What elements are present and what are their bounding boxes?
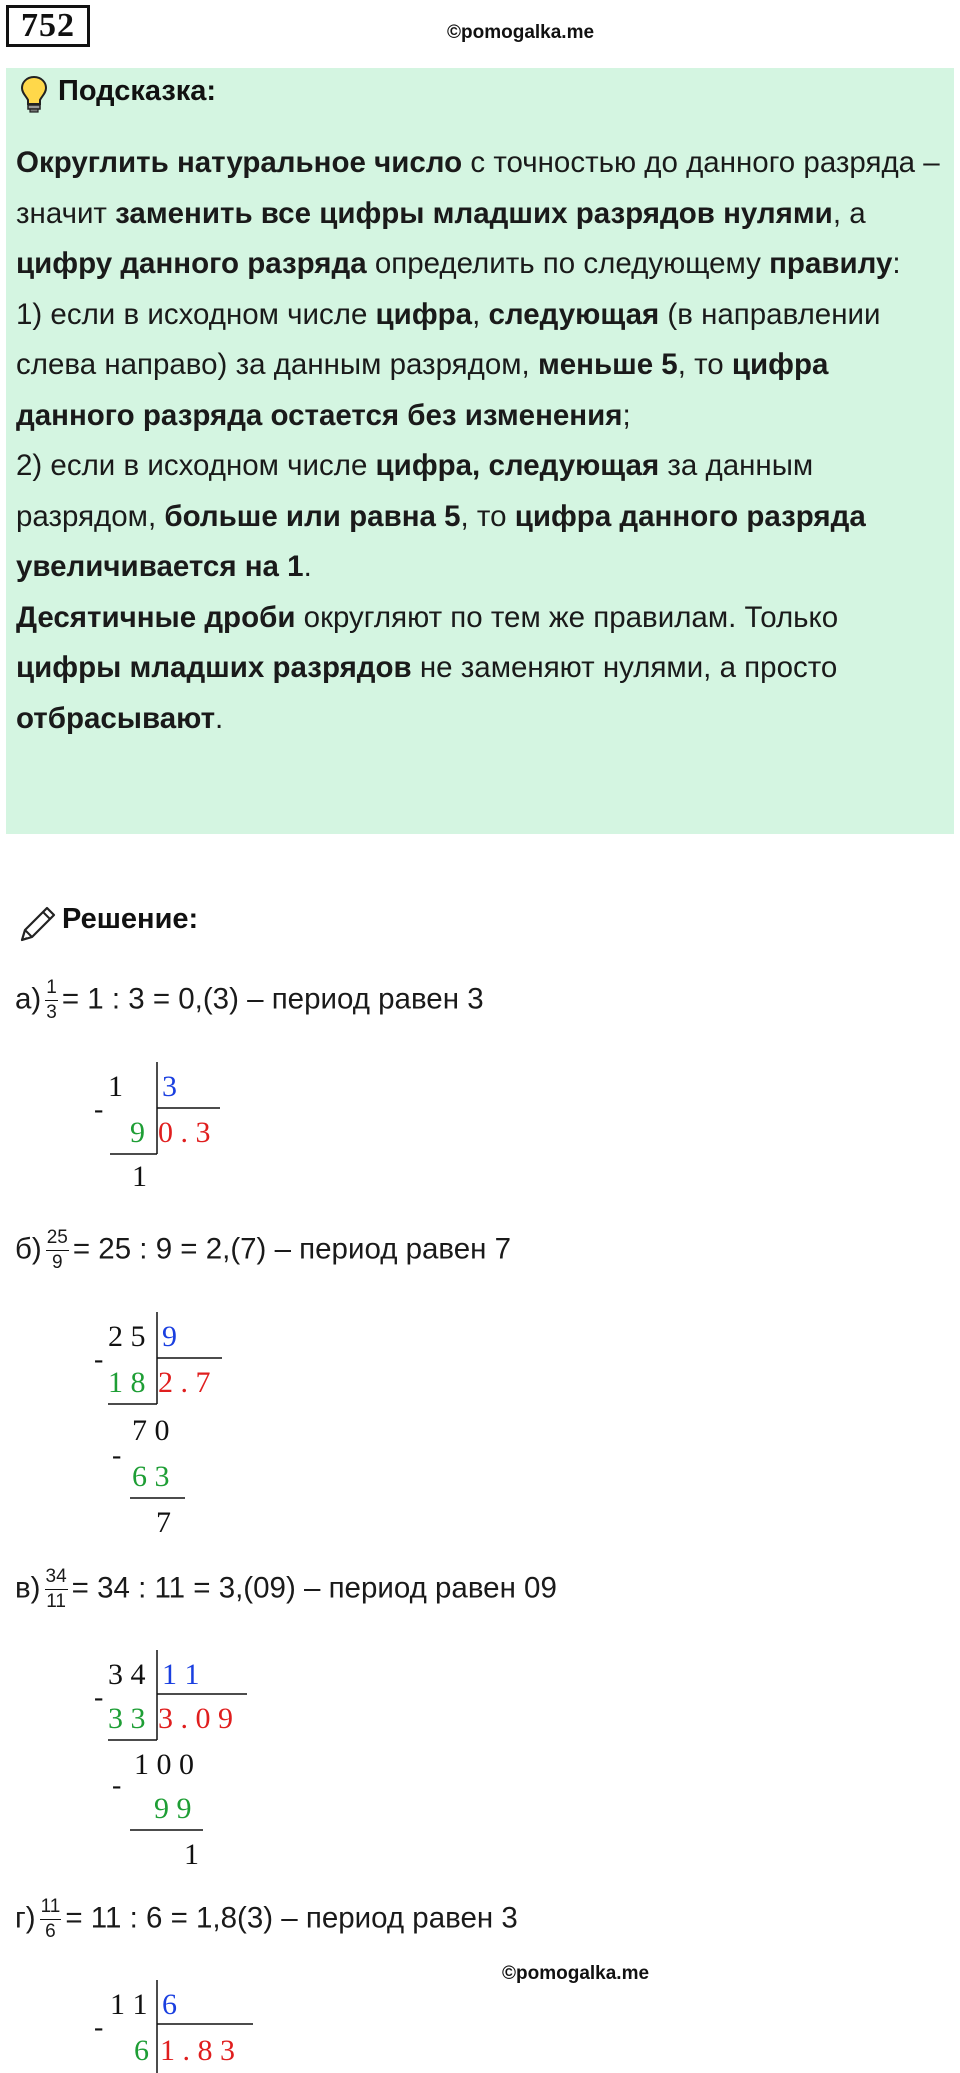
quotient: 1 . 8 3 <box>160 2034 235 2067</box>
dividend: 3 4 <box>108 1658 146 1691</box>
subtrahend: 6 <box>134 2034 149 2067</box>
quotient: 2 . 7 <box>158 1366 211 1399</box>
subtrahend: 9 9 <box>154 1792 192 1825</box>
hint-paragraph-3: 2) если в исходном числе цифра, следующая за данным разрядом, больше или равна 5, то цифра данного разряда увеличивается на 1. <box>16 449 866 583</box>
pencil-icon <box>16 902 60 946</box>
remainder: 1 <box>132 1160 147 1193</box>
divisor: 9 <box>162 1320 177 1353</box>
subtrahend: 1 8 <box>108 1366 146 1399</box>
dividend: 1 1 <box>110 1988 148 2021</box>
minus-sign: - <box>112 1770 122 1801</box>
quotient: 3 . 0 9 <box>158 1702 233 1735</box>
hint-paragraph-4: Десятичные дроби округляют по тем же правилам. Только цифры младших разрядов не заменяют нулями, а просто отбрасывают. <box>16 600 839 735</box>
quotient: 0 . 3 <box>158 1116 211 1149</box>
solution-item-v: в) $\frac{34}{11}$ = 34 : 11 = 3,(09) – период равен 09 <box>15 1566 557 1612</box>
solution-item-g: г) $\frac{11}{6}$ = 11 : 6 = 1,8(3) – период равен 3 <box>15 1896 518 1942</box>
partial-dividend: 1 0 0 <box>134 1748 194 1781</box>
fraction: $\frac{11}{6}$ <box>40 1896 61 1942</box>
fraction: $\frac{34}{11}$ <box>45 1566 67 1612</box>
dividend: 2 5 <box>108 1320 146 1353</box>
subtrahend: 6 3 <box>132 1460 170 1493</box>
minus-sign: - <box>94 1682 104 1713</box>
minus-sign: - <box>94 1344 104 1375</box>
problem-number: 752 <box>6 5 90 47</box>
solution-title: Решение: <box>62 903 199 935</box>
lightbulb-icon <box>18 74 50 114</box>
minus-sign: - <box>94 1094 104 1125</box>
divisor: 1 1 <box>162 1658 200 1691</box>
hint-title: Подсказка: <box>58 75 217 107</box>
long-division-a <box>90 1060 250 1195</box>
dividend: 1 <box>108 1070 123 1103</box>
divisor: 6 <box>162 1988 177 2021</box>
watermark-top: ©pomogalka.me <box>447 22 595 43</box>
partial-dividend: 7 0 <box>132 1414 170 1447</box>
fraction: $\frac{1}{3}$ <box>46 977 57 1023</box>
remainder: 7 <box>156 1506 171 1539</box>
fraction: $\frac{25}{9}$ <box>46 1227 68 1273</box>
solution-item-a: а) $\frac{1}{3}$ = 1 : 3 = 0,(3) – период равен 3 <box>15 977 484 1023</box>
subtrahend: 3 3 <box>108 1702 146 1735</box>
long-division-g <box>90 1978 270 2073</box>
hint-paragraph-2: 1) если в исходном числе цифра, следующая (в направлении слева направо) за данным разрядом, меньше 5, то цифра данного разряда остается без изменения; <box>16 297 881 432</box>
solution-item-b: б) $\frac{25}{9}$ = 25 : 9 = 2,(7) – период равен 7 <box>15 1227 512 1273</box>
subtrahend: 9 <box>130 1116 145 1149</box>
minus-sign: - <box>112 1440 122 1471</box>
divisor: 3 <box>162 1070 177 1103</box>
hint-text <box>16 138 946 744</box>
long-division-v <box>90 1648 270 1883</box>
watermark-bottom: ©pomogalka.me <box>502 1963 650 1984</box>
minus-sign: - <box>94 2012 104 2043</box>
hint-paragraph-1: Округлить натуральное число с точностью до данного разряда – значит заменить все цифры младших разрядов нулями, а цифру данного разряда определить по следующему правилу: <box>16 146 940 280</box>
long-division-b <box>90 1310 260 1545</box>
remainder: 1 <box>184 1838 199 1871</box>
